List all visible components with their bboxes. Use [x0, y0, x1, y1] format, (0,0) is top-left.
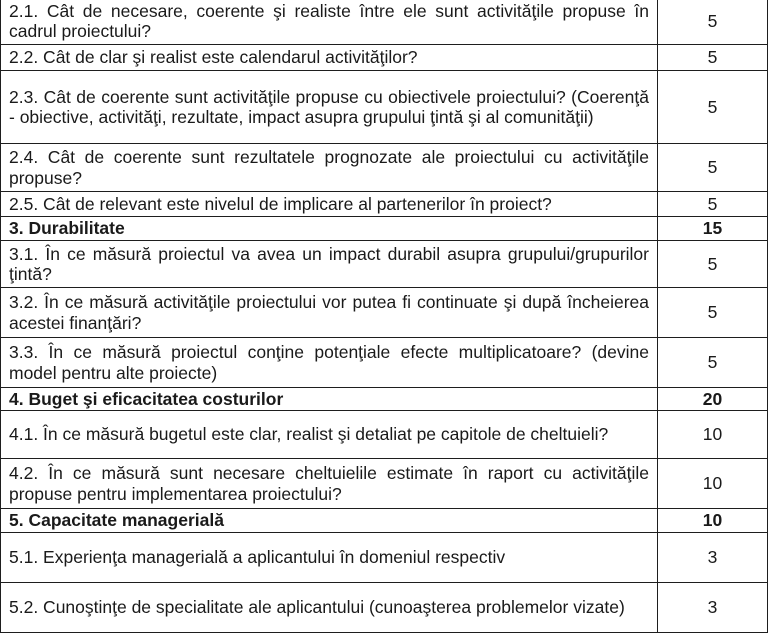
criterion-row — [1, 338, 768, 388]
criterion-row — [1, 192, 768, 217]
criterion-score: 5 — [658, 338, 768, 388]
criterion-text: 4.1. În ce măsură bugetul este clar, realist şi detaliat pe capitole de cheltuieli? — [1, 411, 658, 459]
criterion-text: 2.1. Cât de necesare, coerente şi realiste între ele sunt activităţile propuse în cadrul proiectului? — [1, 0, 658, 45]
criterion-score: 10 — [658, 459, 768, 509]
criterion-row — [1, 45, 768, 71]
section-row — [1, 217, 768, 241]
criterion-score: 3 — [658, 583, 768, 633]
criterion-score: 5 — [658, 144, 768, 192]
criterion-row — [1, 583, 768, 633]
criterion-score: 5 — [658, 0, 768, 45]
criterion-row — [1, 144, 768, 192]
criterion-score: 5 — [658, 71, 768, 144]
criterion-row — [1, 288, 768, 338]
criterion-score: 5 — [658, 45, 768, 71]
section-row — [1, 509, 768, 533]
criterion-text: 2.5. Cât de relevant este nivelul de implicare al partenerilor în proiect? — [1, 192, 658, 217]
criterion-score: 5 — [658, 192, 768, 217]
criterion-text: 3.1. În ce măsură proiectul va avea un impact durabil asupra grupului/grupurilor ţintă? — [1, 241, 658, 288]
section-row — [1, 388, 768, 411]
criterion-text: 2.2. Cât de clar şi realist este calendarul activităţilor? — [1, 45, 658, 71]
section-title: 5. Capacitate managerială — [1, 509, 658, 533]
section-title: 3. Durabilitate — [1, 217, 658, 241]
criterion-row — [1, 0, 768, 45]
criterion-row — [1, 459, 768, 509]
criterion-score: 10 — [658, 411, 768, 459]
criterion-text: 5.1. Experienţa managerială a aplicantului în domeniul respectiv — [1, 533, 658, 583]
criterion-score: 3 — [658, 533, 768, 583]
criterion-row — [1, 411, 768, 459]
section-score: 20 — [658, 388, 768, 411]
criterion-text: 2.4. Cât de coerente sunt rezultatele prognozate ale proiectului cu activităţile propuse? — [1, 144, 658, 192]
criterion-text: 2.3. Cât de coerente sunt activităţile propuse cu obiectivele proiectului? (Coerenţă - obiective, activităţi, rezultate, impact asupra grupului ţintă şi al comunităţii) — [1, 71, 658, 144]
criterion-row — [1, 533, 768, 583]
criterion-text: 5.2. Cunoştinţe de specialitate ale aplicantului (cunoaşterea problemelor vizate) — [1, 583, 658, 633]
section-score: 15 — [658, 217, 768, 241]
criterion-text: 3.2. În ce măsură activităţile proiectului vor putea fi continuate şi după încheierea acestei finanţări? — [1, 288, 658, 338]
criterion-row — [1, 71, 768, 144]
criterion-score: 5 — [658, 241, 768, 288]
criterion-text: 4.2. În ce măsură sunt necesare cheltuielile estimate în raport cu activităţile propuse pentru implementarea proiectului? — [1, 459, 658, 509]
criterion-score: 5 — [658, 288, 768, 338]
criterion-text: 3.3. În ce măsură proiectul conţine potenţiale efecte multiplicatoare? (devine model pentru alte proiecte) — [1, 338, 658, 388]
section-score: 10 — [658, 509, 768, 533]
section-title: 4. Buget şi eficacitatea costurilor — [1, 388, 658, 411]
criterion-row — [1, 241, 768, 288]
